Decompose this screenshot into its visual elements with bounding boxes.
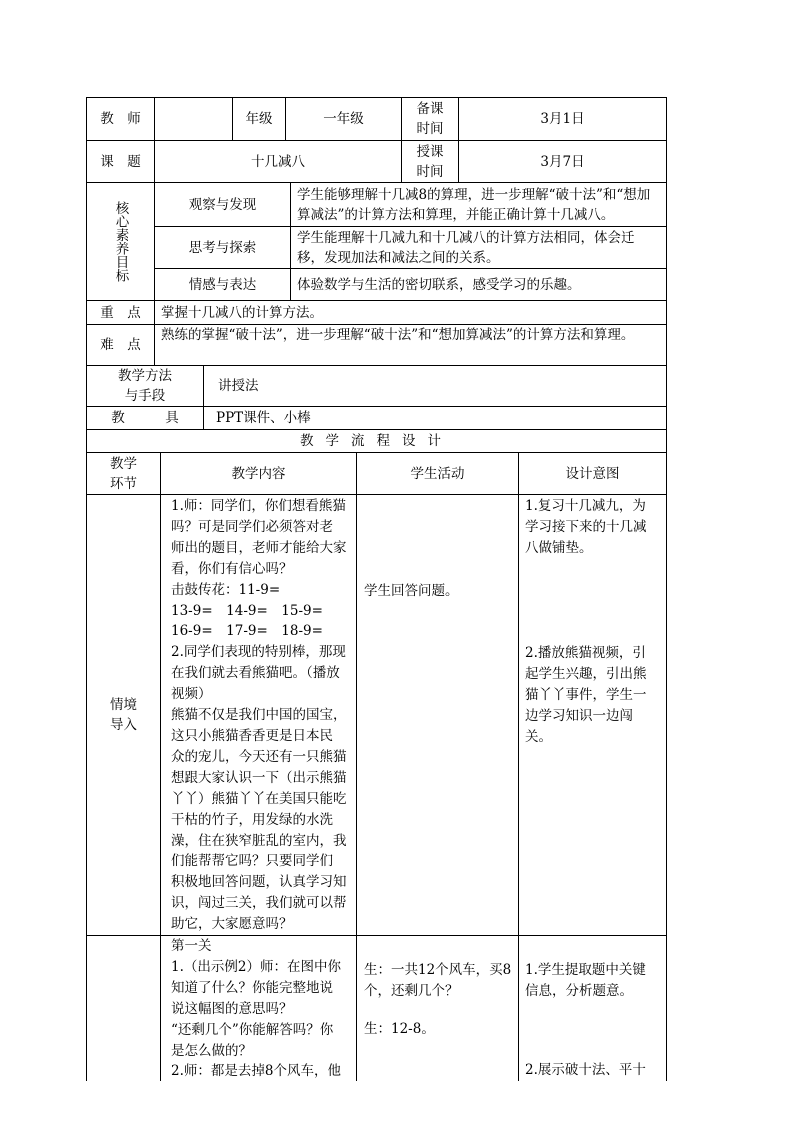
row-intent: 2.展示破十法、平十 bbox=[525, 1062, 646, 1078]
goal-text: 学生能理解十几减九和十几减八的计算方法相同，体会迁移，发现加法和减法之间的关系。 bbox=[297, 230, 635, 266]
row-activity: 学生回答问题。 bbox=[364, 583, 459, 599]
prep-time-label: 备课 时间 bbox=[416, 101, 444, 137]
literacy-label: 核心素养目标 bbox=[112, 201, 129, 282]
row-intent: 2.播放熊猫视频，引 起学生兴趣，引出熊 猫丫丫事件，学生一 边学习知识一边闯 关。 bbox=[525, 645, 647, 745]
goal-name: 思考与探索 bbox=[188, 239, 257, 256]
tools-text: PPT课件、小棒 bbox=[216, 410, 311, 426]
flow-title: 教学流程设计 bbox=[300, 433, 453, 449]
literacy-label-cell bbox=[87, 183, 154, 300]
row-intent: 1.复习十几减九，为 学习接下来的十几减 八做铺垫。 bbox=[525, 498, 647, 556]
key-point-label: 重 点 bbox=[100, 304, 141, 321]
goal-text: 体验数学与生活的密切联系，感受学习的乐趣。 bbox=[297, 276, 581, 293]
row-content: 1.师：同学们，你们想看熊猫 吗？可是同学们必须答对老 师出的题目，老师才能给大家 看，你们有信心吗？ 击鼓传花：11-9= 13-9= 14-9= 15-9= 16-9= 17-9= 18-9= 2.同学们表现的特别棒，那现 在我们就去看熊猫吧。（播放 视频） 熊猫不仅是我们中国的国宝， 这只小熊猫香香更是日本民 众的宠儿，今天还有一只熊猫 想跟大家认识一下（出示熊猫 丫丫）熊猫丫丫在美国只能吃 干枯的竹子，用发绿的水洗 澡，住在狭窄脏乱的室内，我 们能帮帮它吗？只要同学们 积极地回答问题，认真学习知 识，闯过三关，我们就可以帮 助它，大家愿意吗？ bbox=[171, 498, 347, 933]
row-stage: 情境 导入 bbox=[110, 697, 137, 733]
row-content: 第一关 1.（出示例2）师：在图中你 知道了什么？你能完整地说 说这幅图的意思吗？ “还剩几个”你能解答吗？你 是怎么做的？ 2.师：都是去掉8个风车，他 bbox=[171, 938, 341, 1080]
teacher-label: 教 师 bbox=[100, 111, 141, 127]
goal-name: 情感与表达 bbox=[188, 276, 257, 293]
col-stage: 教学 环节 bbox=[110, 455, 137, 492]
grade-value: 一年级 bbox=[323, 111, 364, 127]
teach-time-label: 授课 时间 bbox=[416, 143, 444, 180]
teach-time-value: 3月7日 bbox=[540, 153, 585, 170]
tools-label: 教 具 bbox=[111, 410, 179, 426]
topic-value: 十几减八 bbox=[251, 153, 305, 170]
row-stage bbox=[87, 936, 160, 1081]
teacher-value bbox=[155, 98, 232, 140]
goal-name: 观察与发现 bbox=[188, 196, 257, 213]
prep-time-value: 3月1日 bbox=[540, 111, 585, 127]
col-content: 教学内容 bbox=[231, 465, 286, 482]
key-point-text: 掌握十几减八的计算方法。 bbox=[161, 304, 323, 321]
flow-title-cell bbox=[87, 430, 666, 452]
row-activity: 生：12-8。 bbox=[364, 1021, 435, 1037]
row-intent: 1.学生提取题中关键 信息，分析题意。 bbox=[525, 962, 646, 999]
difficulty-label: 难 点 bbox=[100, 337, 141, 353]
goal-text: 学生能够理解十几减8的算理，进一步理解“破十法”和“想加算减法”的计算方法和算理，并能正确计算十几减八。 bbox=[297, 187, 651, 223]
method-text: 讲授法 bbox=[218, 378, 259, 394]
topic-label: 课 题 bbox=[100, 153, 141, 170]
method-label: 教学方法 与手段 bbox=[118, 368, 172, 404]
difficulty-text: 熟练的掌握“破十法”，进一步理解“破十法”和“想加算减法”的计算方法和算理。 bbox=[161, 327, 635, 343]
col-activity: 学生活动 bbox=[410, 465, 465, 482]
row-activity: 生：一共12个风车，买8 个，还剩几个？ bbox=[364, 962, 512, 999]
grade-label: 年级 bbox=[245, 111, 273, 127]
rule bbox=[666, 97, 667, 1081]
col-intent: 设计意图 bbox=[565, 465, 620, 482]
